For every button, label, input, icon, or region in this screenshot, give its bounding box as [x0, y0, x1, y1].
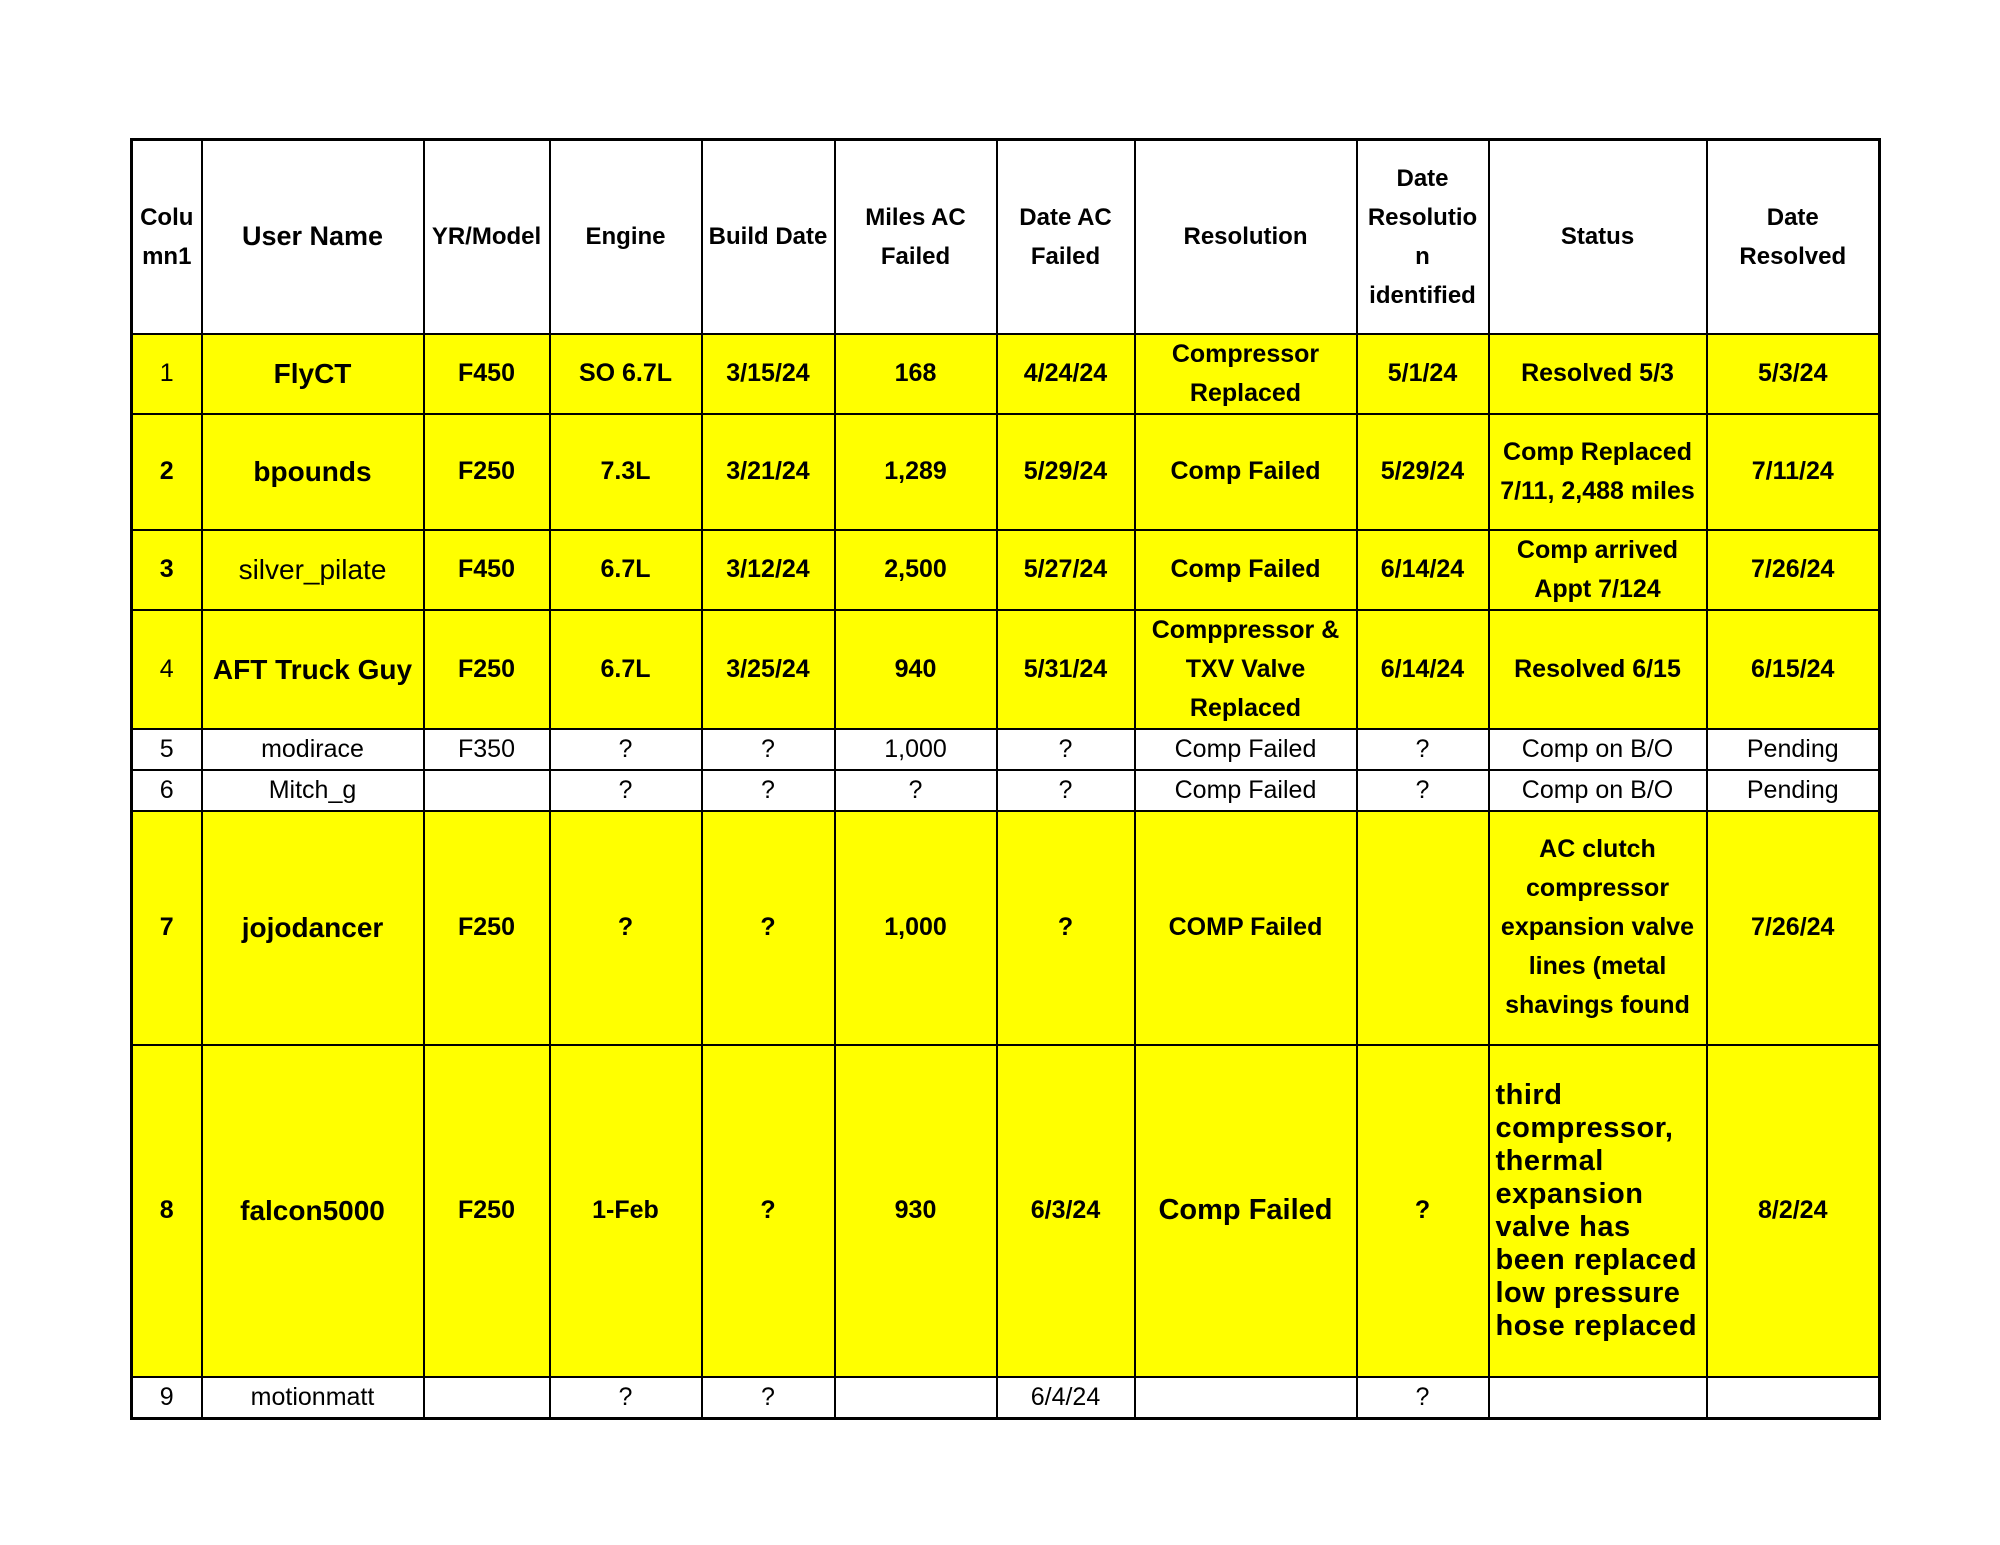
header-cell: Resolution	[1135, 140, 1357, 334]
table-cell: F450	[424, 334, 550, 414]
table-cell: 1	[132, 334, 202, 414]
table-cell: AFT Truck Guy	[202, 610, 424, 729]
table-cell: 1,000	[835, 811, 997, 1045]
table-cell: 6/14/24	[1357, 610, 1489, 729]
table-cell: ?	[997, 770, 1135, 811]
table-cell: Comp Replaced 7/11, 2,488 miles	[1489, 414, 1707, 530]
table-cell: 5/3/24	[1707, 334, 1880, 414]
table-cell: Comp Failed	[1135, 414, 1357, 530]
table-cell: Comp on B/O	[1489, 729, 1707, 770]
table-cell: COMP Failed	[1135, 811, 1357, 1045]
table-cell	[424, 1377, 550, 1419]
table-cell: 1,000	[835, 729, 997, 770]
table-cell	[1135, 1377, 1357, 1419]
table-cell: 3	[132, 530, 202, 610]
table-cell: ?	[835, 770, 997, 811]
table-cell: 3/12/24	[702, 530, 835, 610]
table-cell: ?	[702, 770, 835, 811]
table-row	[132, 414, 1880, 530]
table-cell: modirace	[202, 729, 424, 770]
table-cell: ?	[550, 1377, 702, 1419]
table-cell: F250	[424, 610, 550, 729]
table-cell	[1707, 1377, 1880, 1419]
table-cell: 5/29/24	[997, 414, 1135, 530]
header-cell: User Name	[202, 140, 424, 334]
table-cell: falcon5000	[202, 1045, 424, 1377]
table-cell: 8/2/24	[1707, 1045, 1880, 1377]
table-cell: 8	[132, 1045, 202, 1377]
table-cell: ?	[997, 729, 1135, 770]
table-cell: 3/25/24	[702, 610, 835, 729]
table-cell: 4	[132, 610, 202, 729]
table-cell: 6/14/24	[1357, 530, 1489, 610]
header-cell: Colu mn1	[132, 140, 202, 334]
table-cell: motionmatt	[202, 1377, 424, 1419]
header-cell: Engine	[550, 140, 702, 334]
table-cell: 2	[132, 414, 202, 530]
table-cell	[1489, 1377, 1707, 1419]
table-cell	[1357, 811, 1489, 1045]
table-cell: 168	[835, 334, 997, 414]
table-cell: 6/4/24	[997, 1377, 1135, 1419]
table-cell: FlyCT	[202, 334, 424, 414]
table-cell: ?	[550, 770, 702, 811]
table-cell: Comp Failed	[1135, 729, 1357, 770]
table-cell: 7/26/24	[1707, 811, 1880, 1045]
table-cell: 1-Feb	[550, 1045, 702, 1377]
table-cell: silver_pilate	[202, 530, 424, 610]
table-cell: 3/15/24	[702, 334, 835, 414]
table-cell: 7/11/24	[1707, 414, 1880, 530]
table-cell: Comp arrived Appt 7/124	[1489, 530, 1707, 610]
table-cell: 5/31/24	[997, 610, 1135, 729]
table-cell: Comp Failed	[1135, 1045, 1357, 1377]
table-cell: 5/1/24	[1357, 334, 1489, 414]
table-cell: Comp on B/O	[1489, 770, 1707, 811]
table-cell: Comp Failed	[1135, 770, 1357, 811]
table-cell: 940	[835, 610, 997, 729]
table-row	[132, 530, 1880, 610]
table-cell: Compressor Replaced	[1135, 334, 1357, 414]
table-cell: Comp Failed	[1135, 530, 1357, 610]
table-cell: 5/29/24	[1357, 414, 1489, 530]
table-row	[132, 334, 1880, 414]
data-table	[130, 138, 1881, 1420]
table-row	[132, 729, 1880, 770]
table-cell: ?	[702, 729, 835, 770]
table-cell: F350	[424, 729, 550, 770]
table-cell: ?	[702, 1045, 835, 1377]
table-cell: Pending	[1707, 770, 1880, 811]
table-cell: F450	[424, 530, 550, 610]
table-cell: ?	[550, 811, 702, 1045]
table-cell: 6.7L	[550, 610, 702, 729]
header-cell: Date Resolved	[1707, 140, 1880, 334]
table-cell: 930	[835, 1045, 997, 1377]
table-cell: F250	[424, 1045, 550, 1377]
table-cell: 9	[132, 1377, 202, 1419]
table-cell	[835, 1377, 997, 1419]
table-cell: 6	[132, 770, 202, 811]
table-cell: 2,500	[835, 530, 997, 610]
table-cell: ?	[997, 811, 1135, 1045]
table-cell: 3/21/24	[702, 414, 835, 530]
table-row	[132, 610, 1880, 729]
table-row	[132, 770, 1880, 811]
table-row	[132, 811, 1880, 1045]
table-cell: Resolved 6/15	[1489, 610, 1707, 729]
table-cell: Resolved 5/3	[1489, 334, 1707, 414]
table-cell: 6/3/24	[997, 1045, 1135, 1377]
table-cell: Mitch_g	[202, 770, 424, 811]
header-cell: YR/Model	[424, 140, 550, 334]
table-cell: 7	[132, 811, 202, 1045]
table-cell: F250	[424, 414, 550, 530]
table-cell: ?	[1357, 1377, 1489, 1419]
table-cell: 7.3L	[550, 414, 702, 530]
header-row	[132, 140, 1880, 334]
table-cell: 1,289	[835, 414, 997, 530]
table-cell: 6/15/24	[1707, 610, 1880, 729]
table-cell: 5/27/24	[997, 530, 1135, 610]
table-cell: 7/26/24	[1707, 530, 1880, 610]
table-row	[132, 1045, 1880, 1377]
table-cell: AC clutch compressor expansion valve lines (metal shavings found	[1489, 811, 1707, 1045]
header-cell: Status	[1489, 140, 1707, 334]
table-cell: Pending	[1707, 729, 1880, 770]
table-cell: bpounds	[202, 414, 424, 530]
table-cell: 5	[132, 729, 202, 770]
table-cell	[424, 770, 550, 811]
table-cell: F250	[424, 811, 550, 1045]
header-cell: Date Resolutio n identified	[1357, 140, 1489, 334]
table-cell: ?	[702, 1377, 835, 1419]
table-cell: jojodancer	[202, 811, 424, 1045]
table-cell: ?	[1357, 1045, 1489, 1377]
table-cell: ?	[702, 811, 835, 1045]
header-cell: Miles AC Failed	[835, 140, 997, 334]
table-cell: ?	[1357, 729, 1489, 770]
table-cell: SO 6.7L	[550, 334, 702, 414]
header-cell: Date AC Failed	[997, 140, 1135, 334]
header-cell: Build Date	[702, 140, 835, 334]
table-cell: ?	[1357, 770, 1489, 811]
table-cell: third compressor, thermal expansion valve has been replaced low pressure hose replaced	[1489, 1045, 1707, 1377]
table-cell: 6.7L	[550, 530, 702, 610]
table-cell: 4/24/24	[997, 334, 1135, 414]
table-cell: Comppressor & TXV Valve Replaced	[1135, 610, 1357, 729]
table-cell: ?	[550, 729, 702, 770]
table-row	[132, 1377, 1880, 1419]
